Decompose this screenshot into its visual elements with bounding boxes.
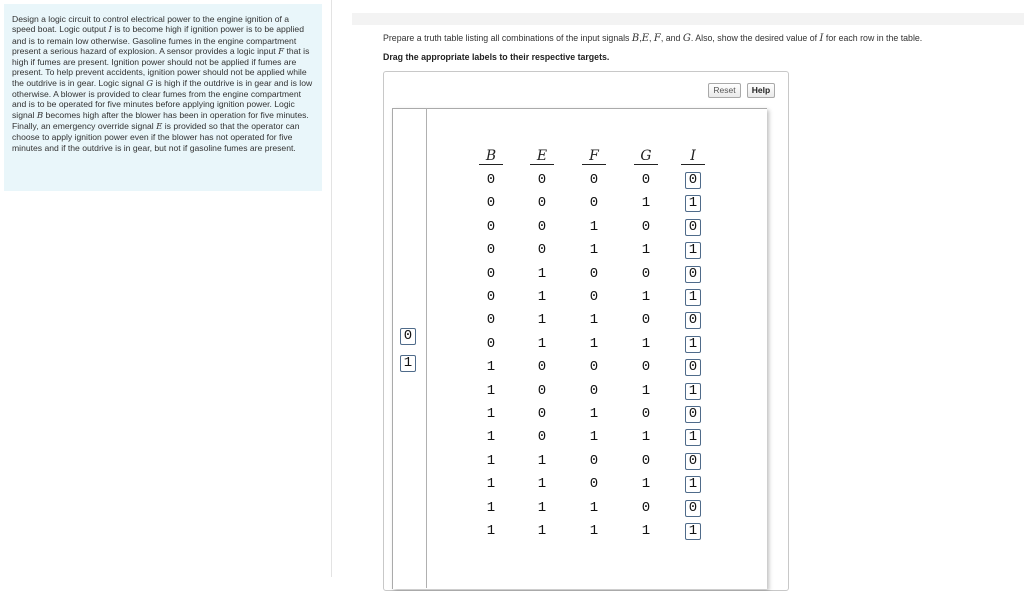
column-header-b: B [479,148,503,165]
input-cell-b-row-10: 1 [486,382,496,399]
output-target-row-6[interactable]: 1 [685,289,701,306]
input-cell-e-row-8: 1 [537,335,547,352]
input-cell-g-row-15: 0 [641,499,651,516]
column-header-g: G [634,148,658,165]
instruction-variable: F [653,33,661,44]
input-cell-g-row-1: 0 [641,172,651,188]
input-cell-g-row-7: 0 [641,312,651,329]
column-header-e: E [530,148,554,165]
input-cell-f-row-10: 0 [589,382,599,399]
draggable-label-0[interactable]: 0 [400,328,416,345]
problem-text-run: is high if the outdrive is in gear and is low otherwise. A blower is provided to clear fumes from the engine compartment and is to be operated for five minutes before applying ignition power. Logic signal [12,77,313,120]
input-cell-f-row-3: 1 [589,218,599,235]
input-cell-e-row-9: 0 [537,359,547,376]
output-target-row-14[interactable]: 1 [685,476,701,493]
problem-text-run: becomes high after the blower has been in operation for five minutes. Finally, an emergency override signal [12,109,309,131]
problem-variable: I [108,25,112,36]
problem-statement-panel [4,4,322,191]
reset-button[interactable]: Reset [708,83,741,98]
output-target-row-11[interactable]: 0 [685,406,701,423]
input-cell-g-row-11: 0 [641,406,651,422]
output-target-row-5[interactable]: 0 [685,266,701,283]
input-cell-b-row-9: 1 [486,359,496,376]
instruction-text-run: , and [660,33,683,43]
input-cell-b-row-8: 0 [486,335,496,352]
problem-variable: G [146,78,154,89]
input-cell-f-row-13: 0 [589,452,599,469]
input-cell-b-row-5: 0 [486,265,496,282]
input-cell-b-row-11: 1 [486,406,496,422]
input-cell-g-row-10: 1 [641,382,651,399]
instruction-variable: E [641,33,650,44]
input-cell-f-row-1: 0 [589,172,599,188]
output-target-row-2[interactable]: 1 [685,195,701,212]
input-cell-g-row-8: 1 [641,335,651,352]
label-tray-divider [426,108,427,588]
input-cell-e-row-7: 1 [537,312,547,329]
input-cell-b-row-4: 0 [486,242,496,259]
problem-text-run: is to become high if ignition power is to be applied and is to remain low otherwise. Gasoline fumes in the engine compartment present a serious hazard of explosion. A sensor provides a logic input [12,24,304,56]
column-header-f: F [582,148,606,165]
truth-table-area [392,108,767,589]
input-cell-e-row-14: 1 [537,476,547,493]
instruction-text-run: , [649,33,654,43]
input-cell-b-row-7: 0 [486,312,496,329]
input-cell-f-row-8: 1 [589,335,599,352]
input-cell-e-row-15: 1 [537,499,547,516]
help-button[interactable]: Help [747,83,775,98]
problem-text-run: that is high if fumes are present. Ignition power should not be applied if fumes are present. To help prevent accidents, ignition power should not be applied while the outdrive is in gear. Logic signal [12,45,310,88]
input-cell-f-row-16: 1 [589,523,599,539]
input-cell-e-row-12: 0 [537,429,547,446]
input-cell-e-row-2: 0 [537,195,547,212]
problem-text-run: Design a logic circuit to control electrical power to the engine ignition of a speed boat. Logic output [12,14,290,35]
instruction-text [383,33,922,44]
input-cell-e-row-11: 0 [537,406,547,422]
instruction-text-run: , [639,33,642,43]
input-cell-b-row-3: 0 [486,218,496,235]
input-cell-b-row-1: 0 [486,172,496,188]
input-cell-g-row-16: 1 [641,523,651,539]
input-cell-f-row-7: 1 [589,312,599,329]
input-cell-g-row-9: 0 [641,359,651,376]
panel-divider [331,0,332,577]
input-cell-e-row-6: 1 [537,289,547,305]
input-cell-e-row-13: 1 [537,452,547,469]
input-cell-f-row-12: 1 [589,429,599,446]
input-cell-g-row-12: 1 [641,429,651,446]
output-target-row-15[interactable]: 0 [685,500,701,517]
column-header-i: I [681,148,705,165]
input-cell-g-row-2: 1 [641,195,651,212]
input-cell-b-row-12: 1 [486,429,496,446]
instruction-variable: B [631,33,640,44]
input-cell-f-row-6: 0 [589,289,599,305]
input-cell-e-row-4: 0 [537,242,547,259]
problem-text-run: is provided so that the operator can choose to apply ignition power even if the blower has not operated for five minutes and if the outdrive is in gear, but not if gasoline fumes are present. [12,120,300,153]
input-cell-f-row-15: 1 [589,499,599,516]
problem-variable: E [156,121,163,132]
input-cell-f-row-2: 0 [589,195,599,212]
input-cell-b-row-16: 1 [486,523,496,539]
input-cell-g-row-3: 0 [641,218,651,235]
instruction-text-run: . Also, show the desired value of [690,33,820,43]
output-target-row-3[interactable]: 0 [685,219,701,236]
input-cell-g-row-5: 0 [641,265,651,282]
output-target-row-7[interactable]: 0 [685,312,701,329]
output-target-row-13[interactable]: 0 [685,453,701,470]
problem-variable: F [278,46,285,57]
input-cell-f-row-14: 0 [589,476,599,493]
input-cell-g-row-13: 0 [641,452,651,469]
input-cell-f-row-4: 1 [589,242,599,259]
problem-statement-text [12,14,314,153]
input-cell-f-row-5: 0 [589,265,599,282]
drag-instruction: Drag the appropriate labels to their respective targets. [383,52,610,62]
top-bar [352,13,1024,25]
instruction-text-run: Prepare a truth table listing all combinations of the input signals [383,33,632,43]
output-target-row-12[interactable]: 1 [685,429,701,446]
input-cell-e-row-1: 0 [537,172,547,188]
instruction-variable: I [819,33,824,44]
input-cell-b-row-2: 0 [486,195,496,212]
input-cell-e-row-5: 1 [537,265,547,282]
output-target-row-16[interactable]: 1 [685,523,701,540]
instruction-variable: G [682,33,691,44]
input-cell-g-row-14: 1 [641,476,651,493]
output-target-row-9[interactable]: 0 [685,359,701,376]
input-cell-e-row-16: 1 [537,523,547,539]
input-cell-e-row-10: 0 [537,382,547,399]
input-cell-f-row-9: 0 [589,359,599,376]
input-cell-b-row-15: 1 [486,499,496,516]
output-target-row-8[interactable]: 1 [685,336,701,353]
output-target-row-1[interactable]: 0 [685,172,701,189]
input-cell-b-row-13: 1 [486,452,496,469]
draggable-label-1[interactable]: 1 [400,355,416,372]
output-target-row-4[interactable]: 1 [685,242,701,259]
input-cell-b-row-6: 0 [486,289,496,305]
input-cell-b-row-14: 1 [486,476,496,493]
output-target-row-10[interactable]: 1 [685,383,701,400]
input-cell-e-row-3: 0 [537,218,547,235]
input-cell-g-row-6: 1 [641,289,651,305]
problem-variable: B [36,110,44,121]
input-cell-g-row-4: 1 [641,242,651,259]
input-cell-f-row-11: 1 [589,406,599,422]
instruction-text-run: for each row in the table. [823,33,923,43]
